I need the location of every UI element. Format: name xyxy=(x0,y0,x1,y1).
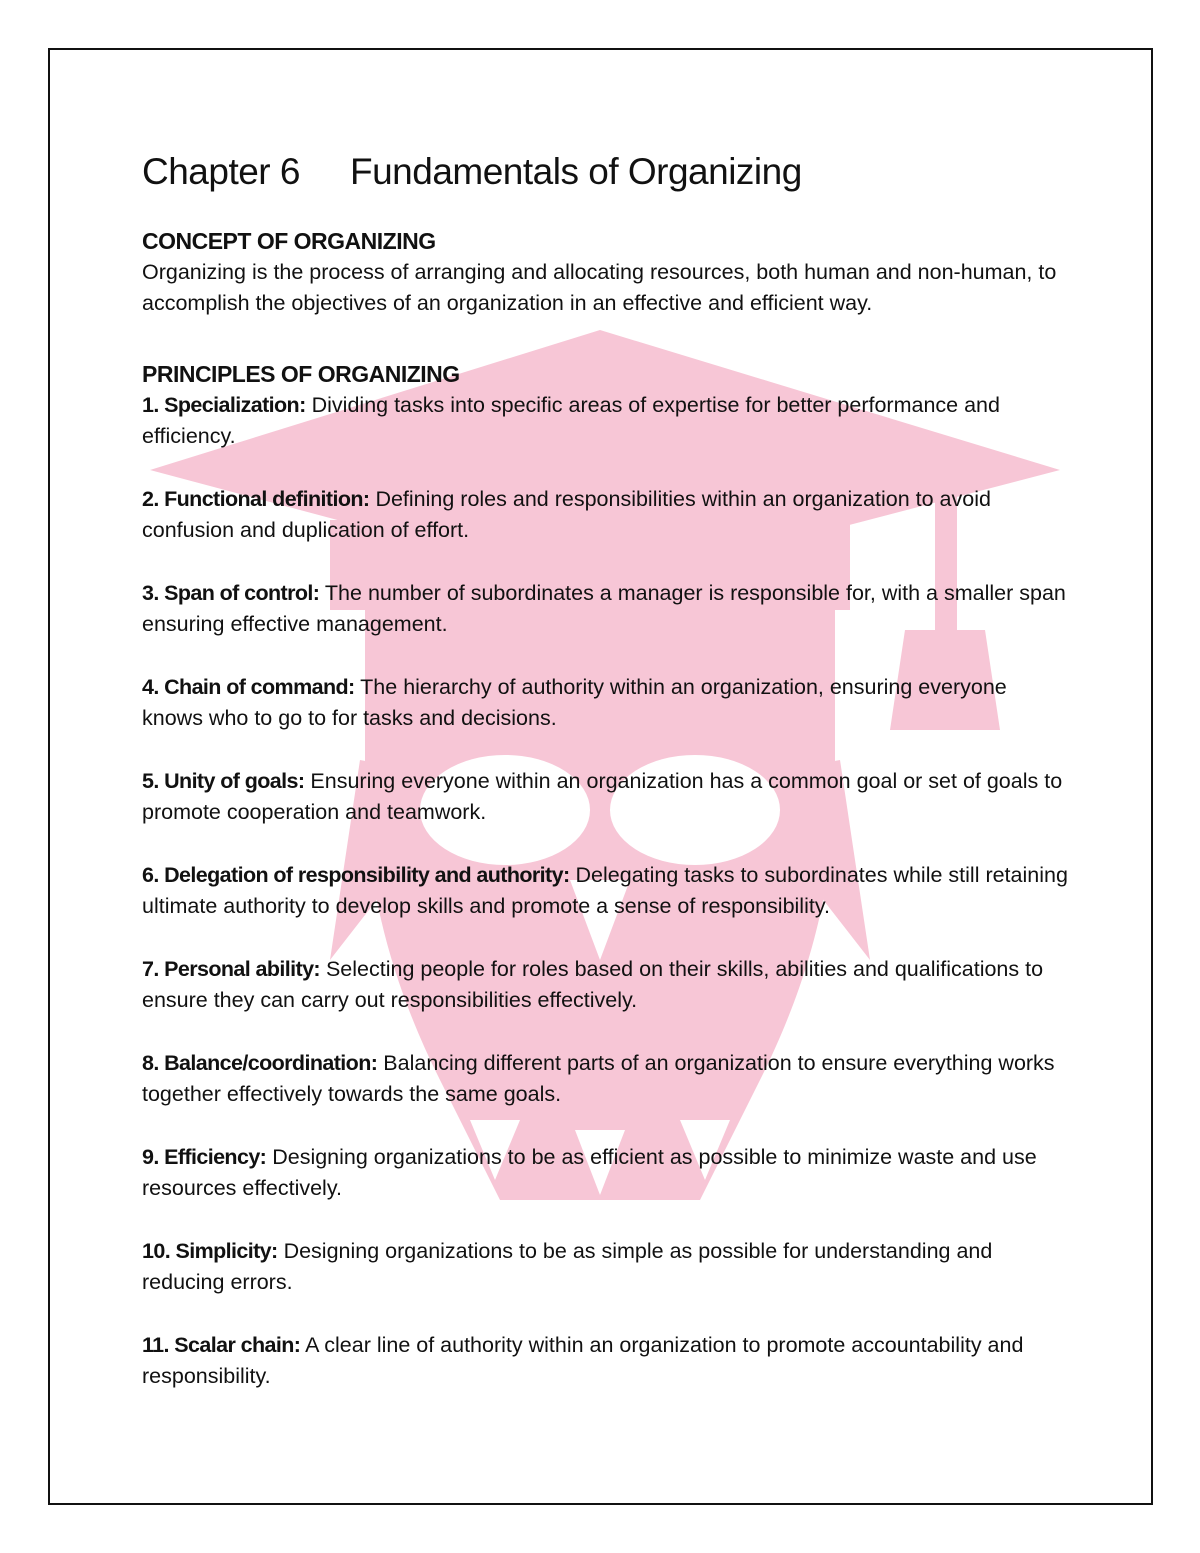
principles-heading: PRINCIPLES OF ORGANIZING xyxy=(142,361,460,387)
principle-text: The hierarchy of authority within an organization, ensuring everyone knows who to go to for tasks and decisions. xyxy=(142,675,1007,730)
principle-term: 2. Functional definition: xyxy=(142,487,370,511)
principle-term: 11. Scalar chain: xyxy=(142,1333,301,1357)
principle-text: A clear line of authority within an organization to promote accountability and responsibility. xyxy=(142,1333,1024,1388)
concept-heading: CONCEPT OF ORGANIZING xyxy=(142,228,436,254)
principle-item-chain-of-command xyxy=(142,672,1072,734)
principle-text: Designing organizations to be as simple as possible for understanding and reducing errors. xyxy=(142,1239,993,1294)
concept-body: Organizing is the process of arranging and allocating resources, both human and non-human, to accomplish the objectives of an organization in an effective and efficient way. xyxy=(142,260,1057,315)
principle-text: Delegating tasks to subordinates while still retaining ultimate authority to develop skills and promote a sense of responsibility. xyxy=(142,863,1068,918)
principles-section xyxy=(142,359,1072,1392)
principle-text: Balancing different parts of an organization to ensure everything works together effectively towards the same goals. xyxy=(142,1051,1055,1106)
principle-item-simplicity xyxy=(142,1236,1072,1298)
chapter-title: Fundamentals of Organizing xyxy=(350,151,802,192)
principle-item-span-of-control xyxy=(142,578,1072,640)
principle-item-specialization xyxy=(142,390,1072,452)
concept-section xyxy=(142,226,1072,319)
principle-text: Selecting people for roles based on their skills, abilities and qualifications to ensure they can carry out responsibilities effectively. xyxy=(142,957,1044,1012)
principle-item-unity-of-goals xyxy=(142,766,1072,828)
principle-item-scalar-chain xyxy=(142,1330,1072,1392)
principle-item-functional-definition xyxy=(142,484,1072,546)
principle-text: Defining roles and responsibilities within an organization to avoid confusion and duplication of effort. xyxy=(142,487,991,542)
principle-item-personal-ability xyxy=(142,954,1072,1016)
principle-term: 4. Chain of command: xyxy=(142,675,355,699)
principle-term: 7. Personal ability: xyxy=(142,957,320,981)
principle-term: 10. Simplicity: xyxy=(142,1239,278,1263)
principle-term: 5. Unity of goals: xyxy=(142,769,305,793)
principle-item-delegation xyxy=(142,860,1072,922)
principle-term: 6. Delegation of responsibility and authority: xyxy=(142,863,570,887)
principle-term: 1. Specialization: xyxy=(142,393,306,417)
principle-term: 8. Balance/coordination: xyxy=(142,1051,378,1075)
principle-item-balance-coordination xyxy=(142,1048,1072,1110)
principle-text: Designing organizations to be as efficient as possible to minimize waste and use resources effectively. xyxy=(142,1145,1037,1200)
principle-text: Dividing tasks into specific areas of expertise for better performance and efficiency. xyxy=(142,393,1000,448)
document-content xyxy=(142,148,1072,1424)
page-title xyxy=(142,148,1072,196)
principle-term: 9. Efficiency: xyxy=(142,1145,267,1169)
principle-text: Ensuring everyone within an organization has a common goal or set of goals to promote cooperation and teamwork. xyxy=(142,769,1063,824)
principle-term: 3. Span of control: xyxy=(142,581,320,605)
principle-item-efficiency xyxy=(142,1142,1072,1204)
principle-text: The number of subordinates a manager is responsible for, with a smaller span ensuring effective management. xyxy=(142,581,1066,636)
principle-list xyxy=(142,390,1072,1392)
chapter-label: Chapter 6 xyxy=(142,151,300,192)
